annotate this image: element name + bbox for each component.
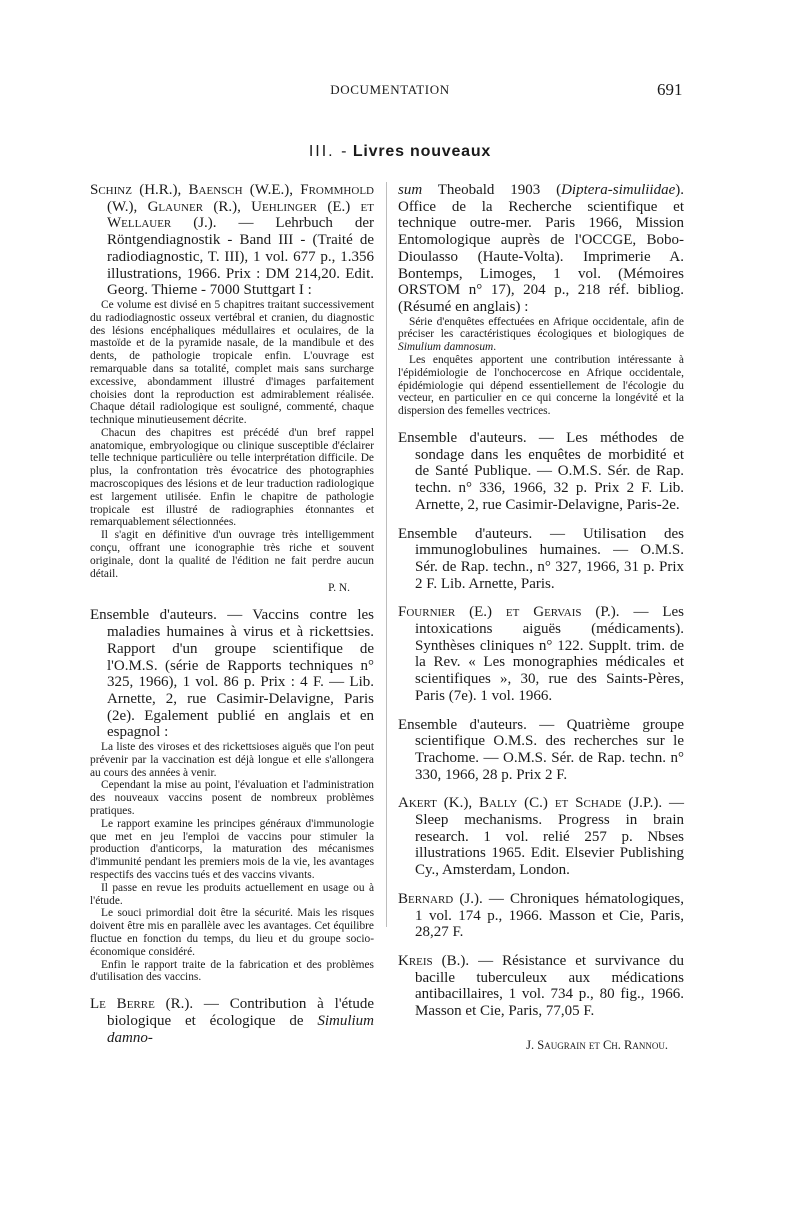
taxon-name: Simulium damnosum [398, 341, 494, 354]
book-citation [398, 953, 684, 1020]
section-heading [0, 143, 800, 161]
page-number: 691 [657, 80, 683, 99]
book-entry-immunoglobulines [398, 526, 684, 593]
review-paragraph: Enfin le rapport traite de la fabrication et des problèmes d'utilisation des vaccins. [90, 958, 374, 984]
book-details: — Résistance et survivance du bacille tuberculeux aux médications antibacillaires, 1 vol. 734 p., 80 fig., 1966. Masson et Cie, Paris, 77,05 F. [415, 952, 684, 1020]
review-paragraph: La liste des viroses et des rickettsioses aiguës que l'on peut prévenir par la vaccination est déjà longue et elle s'allongera au cours des années à venir. [90, 741, 374, 779]
taxon-name: Simulium damno- [107, 1012, 374, 1046]
book-review-le-berre [90, 996, 374, 1046]
running-head [0, 80, 800, 100]
book-citation [90, 182, 374, 299]
column-divider [386, 182, 387, 927]
review-text: . [493, 341, 497, 354]
review-paragraph: Il s'agit en définitive d'un ouvrage très intelligemment conçu, offrant une iconographie très riche et souvent originale, dont la qualité de l'édition ne fait perdre aucun détail. [90, 529, 374, 580]
book-details: — Contribution à l'étude biologique et écologique de [107, 996, 374, 1029]
book-citation-continued [398, 182, 684, 316]
review-paragraph: Il passe en revue les produits actuellement en usage ou à l'étude. [90, 881, 374, 907]
section-number: III. - [308, 143, 349, 160]
book-citation [398, 891, 684, 941]
review-paragraph: Les enquêtes apportent une contribution intéressante à l'épidémiologie de l'onchocercose en Afrique occidentale, épidémiologie qui dépend essentiellement de l'écologie du vecteur, en particulier en ce qui concerne la longévité et la dispersion des femelles vectrices. [398, 354, 684, 418]
book-citation: Ensemble d'auteurs. — Vaccins contre les maladies humaines à virus et à rickettsies. Rapport d'un groupe scientifique de l'O.M.S. (série de Rapports techniques n° 325, 1966), 1 vol. 86 p. Prix : 4 F. — Lib. Arnette, 2, rue Casimir-Delavigne, Paris (2e). Egalement publié en anglais et en espagnol : [90, 607, 374, 741]
book-entry-sleep-mechanisms [398, 795, 684, 879]
book-citation: Ensemble d'auteurs. — Utilisation des immunoglobulines humaines. — O.M.S. Sér. de Rap. techn., n° 327, 1966, 31 p. Prix 2 F. Lib. Arnette, Paris. [398, 525, 684, 592]
taxon-name: sum [398, 182, 423, 198]
book-citation: Ensemble d'auteurs. — Les méthodes de sondage dans les enquêtes de morbidité et de Santé Publique. — O.M.S. Sér. de Rap. techn. n° 336, 1966, 32 p. Prix 2 F. Lib. Arnette, 2, rue Casimir-Delavigne, Paris-2e. [398, 430, 684, 513]
book-details: — Sleep mechanisms. Progress in brain research. 1 vol. relié 257 p. Nbses illustrations 1965. Edit. Elsevier Publishing Cy., Amsterdam, London. [415, 795, 685, 879]
section-credit: J. Saugrain et Ch. Rannou. [526, 1037, 668, 1052]
book-review-vaccins [90, 607, 374, 984]
review-paragraph [398, 316, 684, 354]
review-paragraph: Cependant la mise au point, l'évaluation et l'administration des nouveaux vaccins posent de nombreux problèmes pratiques. [90, 779, 374, 818]
book-details: — Les intoxications aiguës (médicaments). Synthèses cliniques n° 122. Supplt. trim. de la Rev. « Les monographies médicales et scientifiques », 30, rue des Saints-Pères, Paris (7e). 1 vol. 1966. [415, 604, 684, 704]
review-paragraph: Le rapport examine les principes généraux d'immunologie que met en jeu l'emploi de vaccins pour stimuler la production d'anticorps, la maturation des mécanismes d'immunité pendant les premiers mois de la vie, les avantages respectifs des vaccins tués et des vaccins vivants. [90, 817, 374, 882]
book-review-le-berre-continued [398, 182, 684, 418]
book-authors: Kreis (B.). [398, 952, 470, 969]
book-details: Theobald 1903 ( [422, 182, 562, 198]
book-authors: Schinz (H.R.), Baensch (W.E.), Frommhold (W.), Glauner (R.), Uehlinger (E.) et Wellauer (J.). [90, 182, 374, 232]
book-details: ). Office de la Recherche scientifique et technique outre-mer. Paris 1966, Mission Entomologique auprès de l'OCCGE, Bobo-Dioulasso (Haute-Volta). Imprimerie A. Bontemps, Limoges, 1 vol. (Mémoires ORSTOM n° 17), 204 p., 218 réf. bibliog. (Résumé en anglais) : [398, 182, 684, 315]
taxon-family: Diptera-simuliidae [561, 182, 676, 198]
review-paragraph: Chacun des chapitres est précédé d'un bref rappel anatomique, embryologique ou clinique susceptible d'éclairer telle technique particulière ou telle interprétation difficile. De plus, la confrontation très évocatrice des photographies macroscopiques des lésions et de leur traduction radiologique est largement utilisée. Enfin le chapitre de pathologie tropicale est illustré de radiographies étonnantes et remarquablement sélectionnées. [90, 426, 374, 529]
review-text: Série d'enquêtes effectuées en Afrique occidentale, afin de préciser les caractéristiques écologiques et biologiques de [398, 315, 684, 341]
section-title: Livres nouveaux [352, 143, 492, 160]
book-entry-intoxications [398, 604, 684, 704]
book-entry-chroniques [398, 891, 684, 941]
book-authors: Fournier (E.) et Gervais (P.). [398, 604, 620, 621]
review-paragraph: Ce volume est divisé en 5 chapitres traitant successivement du radiodiagnostic osseux vertébral et cranien, du diagnostic des lésions encéphaliques médullaires et oculaires, de la mastoïde et de la pyramide nasale, de la mandibule et des dents, de pathologie tropicale enfin. L'ouvrage est remarquable dans sa totalité, complet mais sans surcharge excessive, abondamment illustré d'images parfaitement choisies dont la reproduction est admirablement réalisée. Chaque détail radiologique est souligné, commenté, chaque technique minutieusement décrite. [90, 298, 374, 427]
reviewer-initials: P. N. [328, 582, 350, 595]
book-citation: Ensemble d'auteurs. — Quatrième groupe scientifique O.M.S. des recherches sur le Trachome. — O.M.S. Sér. de Rap. techn. n° 330, 1966, 28 p. Prix 2 F. [398, 716, 684, 783]
book-citation [398, 795, 684, 879]
book-citation [398, 604, 684, 704]
left-column [90, 182, 374, 1058]
book-entry-trachome [398, 717, 684, 784]
book-entry-methodes-sondage [398, 430, 684, 514]
book-authors: Bernard (J.). [398, 890, 483, 907]
book-entry-resistance [398, 953, 684, 1020]
book-review-schinz [90, 182, 374, 595]
book-authors: Akert (K.), Bally (C.) et Schade (J.P.). [398, 795, 663, 812]
book-details: — Lehrbuch der Röntgendiagnostik - Band III - (Traité de radiodiagnostic, T. III), 1 vol. 677 p., 1.356 illustrations, 1966. Prix : DM 214,20. Edit. Georg. Thieme - 7000 Stuttgart I : [107, 215, 374, 299]
review-paragraph: Le souci primordial doit être la sécurité. Mais les risques doivent être mis en parallèle avec les avantages. Cet équilibre fluctue en fonction du temps, du lieu et du groupe socio-économique considéré. [90, 907, 374, 958]
book-details: — Chroniques hématologiques, 1 vol. 174 p., 1966. Masson et Cie, Paris, 28,27 F. [415, 890, 684, 941]
right-column [398, 182, 684, 1053]
book-authors: Le Berre (R.). [90, 996, 194, 1013]
book-citation [90, 996, 374, 1046]
running-head-title: DOCUMENTATION [330, 82, 450, 97]
